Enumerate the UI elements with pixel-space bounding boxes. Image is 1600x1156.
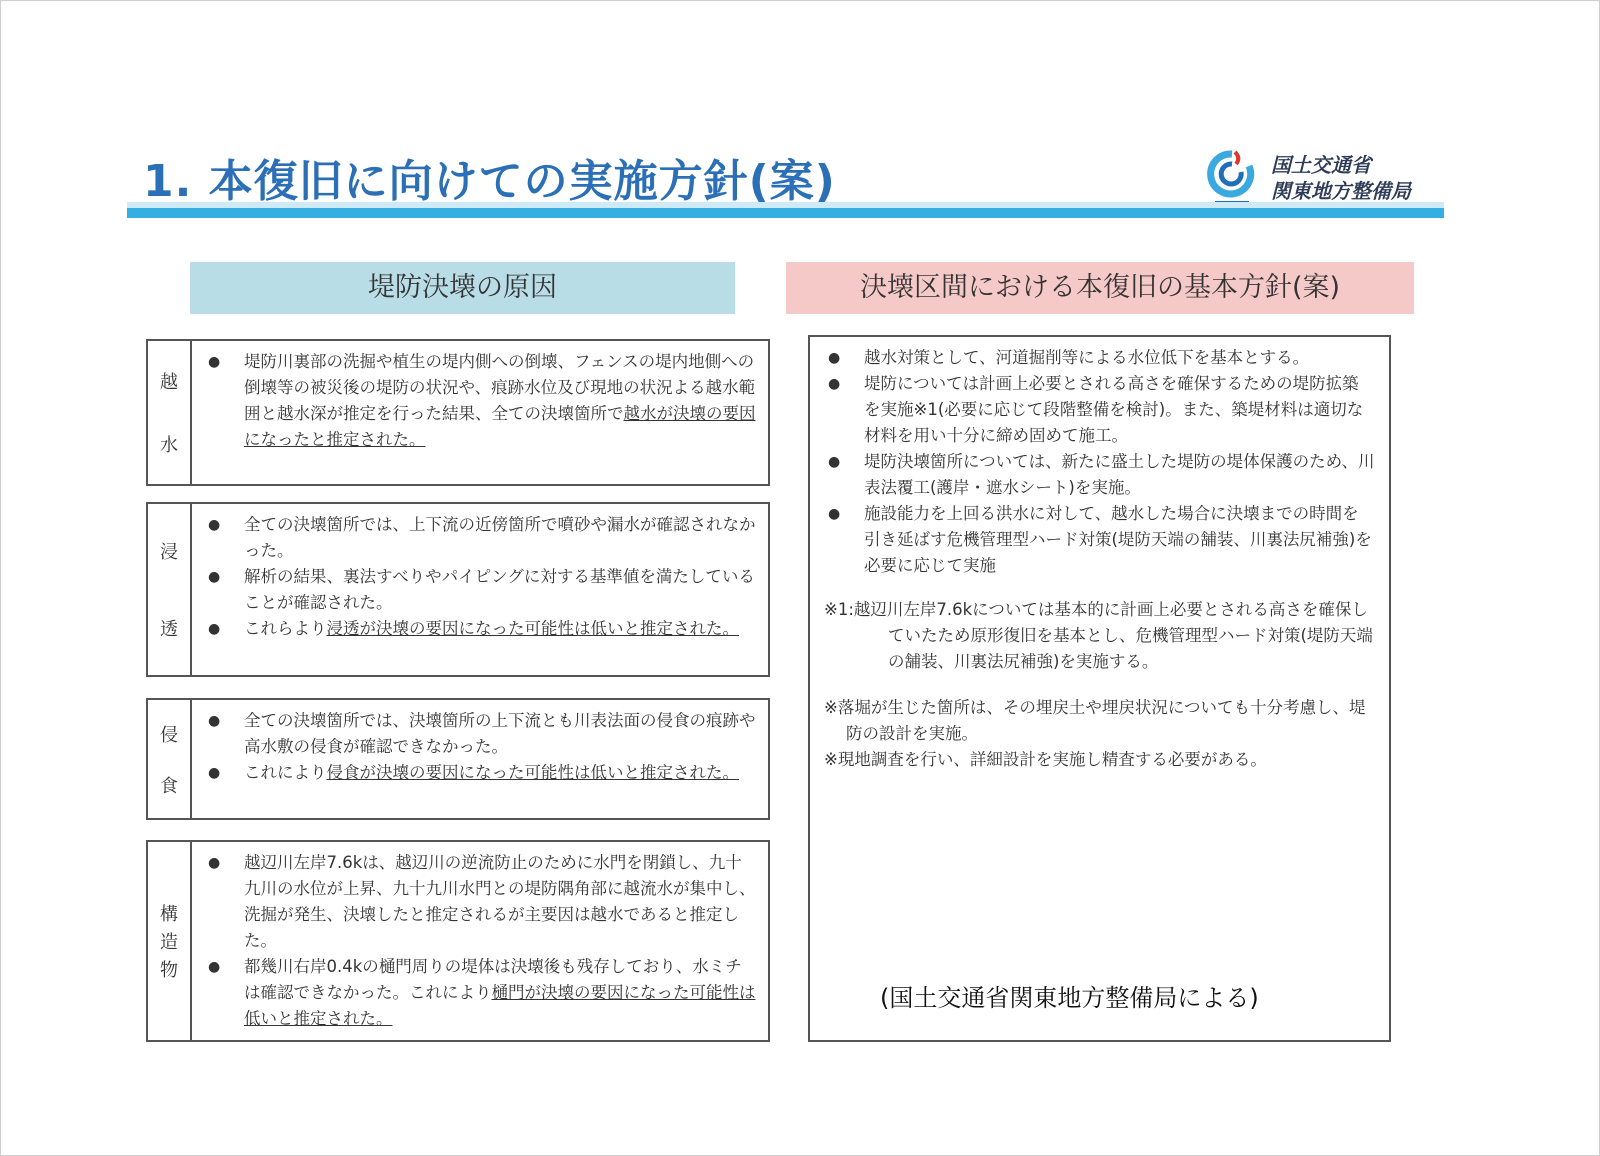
list-item: ● 施設能力を上回る洪水に対して、越水した場合に決壊までの時間を引き延ばす危機管理型ハード対策(堤防天端の舗装、川裏法尻補強)を必要に応じて実施 bbox=[824, 501, 1375, 579]
list-item: ● 堤防については計画上必要とされる高さを確保するための堤防拡築を実施※1(必要に応じて段階整備を検討)。また、築堤材料は適切な材料を用い十分に締め固めて施工。 bbox=[824, 371, 1375, 449]
cause-list-overtopping bbox=[192, 341, 768, 484]
cause-list-erosion bbox=[192, 700, 768, 818]
list-item: ● これにより侵食が決壊の要因になった可能性は低いと推定された。 bbox=[204, 760, 756, 786]
cause-label-erosion: 侵 食 bbox=[148, 700, 192, 818]
list-item: ● 越水対策として、河道掘削等による水位低下を基本とする。 bbox=[824, 345, 1375, 371]
cause-label-overtopping: 越 水 bbox=[148, 341, 192, 484]
cause-list-seepage bbox=[192, 504, 768, 675]
source-caption: (国土交通省関東地方整備局による) bbox=[880, 984, 1259, 1012]
org-line-2: 関東地方整備局 bbox=[1271, 179, 1411, 203]
policy-box bbox=[808, 335, 1391, 1042]
policy-list bbox=[824, 345, 1375, 579]
title-underline bbox=[127, 208, 1444, 218]
organization-name bbox=[1271, 152, 1411, 204]
note-backfill: ※落堀が生じた箇所は、その埋戻土や埋戻状況についても十分考慮し、堤防の設計を実施。 bbox=[824, 698, 1366, 743]
cause-label-structure: 構 造 物 bbox=[148, 842, 192, 1040]
page-title: 1. 本復旧に向けての実施方針(案) bbox=[143, 156, 836, 207]
left-section-heading: 堤防決壊の原因 bbox=[190, 262, 735, 314]
footnote-1: ※1:越辺川左岸7.6kについては基本的に計画上必要とされる高さを確保していたため原形復旧を基本とし、危機管理型ハード対策(堤防天端の舗装、川裏法尻補強)を実施する。 bbox=[824, 600, 1373, 671]
list-item: ● 解析の結果、裏法すべりやパイピングに対する基準値を満たしていることが確認された。 bbox=[204, 564, 756, 616]
cause-box-overtopping bbox=[146, 339, 770, 486]
cause-label-seepage: 浸 透 bbox=[148, 504, 192, 675]
list-item: ● 越辺川左岸7.6kは、越辺川の逆流防止のために水門を閉鎖し、九十九川の水位が上昇、九十九川水門との堤防隅角部に越流水が集中し、洗掘が発生、決壊したと推定されるが主要因は越水であると推定した。 bbox=[204, 850, 756, 954]
list-item: ● 都幾川右岸0.4kの樋門周りの堤体は決壊後も残存しており、水ミチは確認できなかった。これにより樋門が決壊の要因になった可能性は低いと推定された。 bbox=[204, 954, 756, 1032]
notes bbox=[824, 695, 1375, 773]
list-item: ● これらより浸透が決壊の要因になった可能性は低いと推定された。 bbox=[204, 616, 756, 642]
right-section-heading: 決壊区間における本復旧の基本方針(案) bbox=[786, 262, 1414, 314]
cause-box-structure bbox=[146, 840, 770, 1042]
cause-list-structure bbox=[192, 842, 768, 1040]
list-item: ● 全ての決壊箇所では、決壊箇所の上下流とも川表法面の侵食の痕跡や高水敷の侵食が確認できなかった。 bbox=[204, 708, 756, 760]
list-item: ● 堤防川裏部の洗掘や植生の堤内側への倒壊、フェンスの堤内地側への倒壊等の被災後の堤防の状況や、痕跡水位及び現地の状況よる越水範囲と越水深が推定を行った結果、全ての決壊箇所で越水が決壊の要因になったと推定された。 bbox=[204, 349, 756, 453]
cause-box-erosion bbox=[146, 698, 770, 820]
mlit-logo-icon bbox=[1205, 148, 1259, 208]
org-line-1: 国土交通省 bbox=[1271, 153, 1371, 177]
note-survey: ※現地調査を行い、詳細設計を実施し精査する必要がある。 bbox=[824, 750, 1267, 769]
list-item: ● 堤防決壊箇所については、新たに盛土した堤防の堤体保護のため、川表法覆工(護岸・遮水シート)を実施。 bbox=[824, 449, 1375, 501]
cause-box-seepage bbox=[146, 502, 770, 677]
list-item: ● 全ての決壊箇所では、上下流の近傍箇所で噴砂や漏水が確認されなかった。 bbox=[204, 512, 756, 564]
